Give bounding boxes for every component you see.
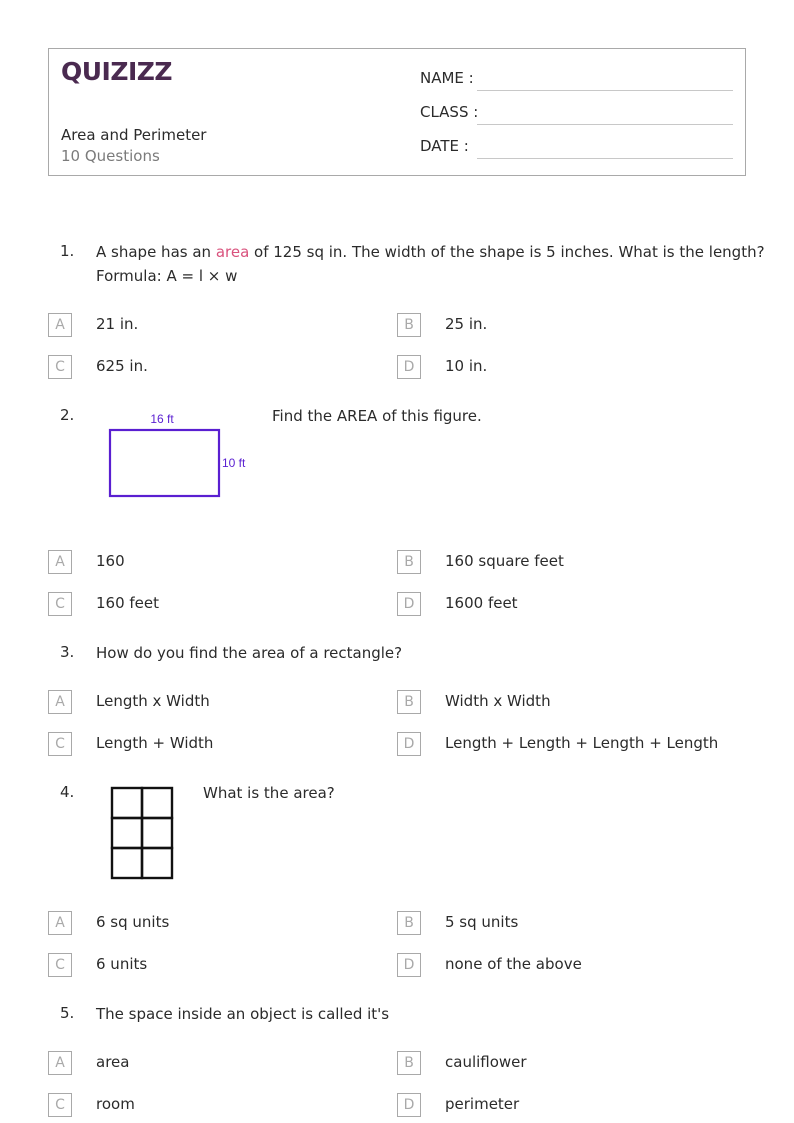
option-d-text: none of the above	[445, 955, 582, 973]
grid-cell	[112, 818, 142, 848]
option-d-box[interactable]: D	[397, 953, 421, 977]
worksheet-header	[48, 48, 746, 176]
question-number: 3.	[60, 643, 75, 661]
option-a-box[interactable]: A	[48, 911, 72, 935]
question-text: What is the area?	[203, 784, 335, 802]
option-d-text: Length + Length + Length + Length	[445, 734, 719, 752]
name-label: NAME :	[420, 69, 474, 87]
option-b-text: 160 square feet	[445, 552, 564, 570]
option-c-box[interactable]: C	[48, 355, 72, 379]
question-text: Find the AREA of this figure.	[272, 407, 482, 425]
grid-figure	[108, 785, 178, 883]
figure-top-label: 16 ft	[150, 412, 174, 426]
option-d-text: perimeter	[445, 1095, 520, 1113]
question-number: 1.	[60, 242, 75, 260]
class-line[interactable]	[477, 124, 733, 125]
option-c-box[interactable]: C	[48, 732, 72, 756]
question-count: 10 Questions	[61, 147, 160, 165]
option-c-box[interactable]: C	[48, 953, 72, 977]
option-b-text: cauliflower	[445, 1053, 527, 1071]
option-b-box[interactable]: B	[397, 911, 421, 935]
option-b-text: Width x Width	[445, 692, 551, 710]
option-b-box[interactable]: B	[397, 690, 421, 714]
grid-cell	[142, 788, 172, 818]
highlighted-term: area	[215, 243, 250, 261]
option-c-text: 160 feet	[96, 594, 160, 612]
question-number: 2.	[60, 406, 75, 424]
option-a-text: 6 sq units	[96, 913, 170, 931]
rectangle-shape	[110, 430, 219, 496]
option-b-box[interactable]: B	[397, 550, 421, 574]
option-d-box[interactable]: D	[397, 732, 421, 756]
date-line[interactable]	[477, 158, 733, 159]
option-c-box[interactable]: C	[48, 592, 72, 616]
option-d-box[interactable]: D	[397, 355, 421, 379]
option-d-text: 1600 feet	[445, 594, 518, 612]
grid-cell	[142, 848, 172, 878]
option-b-box[interactable]: B	[397, 1051, 421, 1075]
figure-side-label: 10 ft	[222, 456, 246, 470]
question-text: How do you find the area of a rectangle?	[96, 644, 403, 662]
rectangle-figure	[100, 408, 260, 503]
question-text	[96, 240, 765, 264]
option-a-box[interactable]: A	[48, 550, 72, 574]
option-a-text: area	[96, 1053, 130, 1071]
option-d-box[interactable]: D	[397, 592, 421, 616]
option-c-text: room	[96, 1095, 135, 1113]
class-label: CLASS :	[420, 103, 479, 121]
option-a-text: 160	[96, 552, 125, 570]
option-d-text: 10 in.	[445, 357, 488, 375]
date-label: DATE :	[420, 137, 469, 155]
grid-cell	[112, 788, 142, 818]
option-a-text: Length x Width	[96, 692, 210, 710]
option-a-box[interactable]: A	[48, 690, 72, 714]
option-d-box[interactable]: D	[397, 1093, 421, 1117]
option-b-box[interactable]: B	[397, 313, 421, 337]
question-formula: Formula: A = l × w	[96, 267, 238, 285]
worksheet-title: Area and Perimeter	[61, 126, 207, 144]
option-c-text: Length + Width	[96, 734, 214, 752]
option-c-text: 6 units	[96, 955, 148, 973]
question-text-part: of 125 sq in. The width of the shape is 5 inches. What is the length?	[249, 243, 765, 261]
question-text: The space inside an object is called it's	[96, 1005, 390, 1023]
name-line[interactable]	[477, 90, 733, 91]
option-b-text: 25 in.	[445, 315, 488, 333]
question-text-part: A shape has an	[96, 243, 216, 261]
quizizz-logo: QUIZIZZ	[61, 57, 173, 86]
option-c-text: 625 in.	[96, 357, 148, 375]
question-number: 5.	[60, 1004, 75, 1022]
option-b-text: 5 sq units	[445, 913, 519, 931]
option-a-box[interactable]: A	[48, 1051, 72, 1075]
question-number: 4.	[60, 783, 75, 801]
option-a-box[interactable]: A	[48, 313, 72, 337]
grid-cell	[112, 848, 142, 878]
option-c-box[interactable]: C	[48, 1093, 72, 1117]
grid-cell	[142, 818, 172, 848]
option-a-text: 21 in.	[96, 315, 139, 333]
